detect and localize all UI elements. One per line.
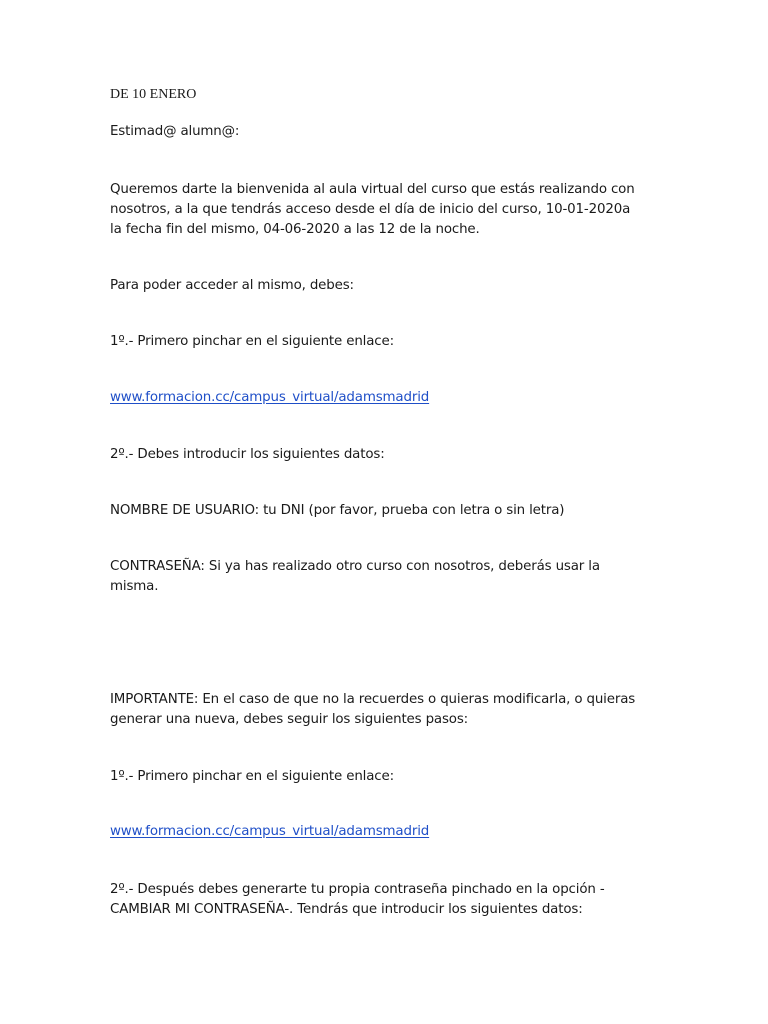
date-line: DE 10 ENERO (110, 87, 197, 102)
access-intro: Para poder acceder al mismo, debes: (110, 278, 354, 293)
password-instruction: CONTRASEÑA: Si ya has realizado otro curso con nosotros, deberás usar la misma. (110, 559, 600, 594)
welcome-paragraph: Queremos darte la bienvenida al aula virtual del curso que estás realizando con nosotros, a la que tendrás acceso desde el día de inicio del curso, 10-01-2020a la fecha fin del mismo, 04-06-2020 a las 12 de la noche. (110, 182, 635, 237)
username-instruction: NOMBRE DE USUARIO: tu DNI (por favor, prueba con letra o sin letra) (110, 503, 565, 518)
step-1: 1º.- Primero pinchar en el siguiente enlace: (110, 334, 394, 349)
campus-link[interactable]: www.formacion.cc/campus_virtual/adamsmadrid (110, 390, 430, 405)
important-note: IMPORTANTE: En el caso de que no la recuerdes o quieras modificarla, o quieras generar una nueva, debes seguir los siguientes pasos: (110, 692, 636, 727)
step-2: 2º.- Debes introducir los siguientes datos: (110, 447, 385, 462)
step-2-change-password: 2º.- Después debes generarte tu propia contraseña pinchado en la opción -CAMBIAR MI CONTRASEÑA-. Tendrás que introducir los siguientes datos: (110, 882, 605, 917)
greeting: Estimad@ alumn@: (110, 124, 240, 139)
campus-link-repeat[interactable]: www.formacion.cc/campus_virtual/adamsmadrid (110, 824, 430, 839)
step-1-repeat: 1º.- Primero pinchar en el siguiente enlace: (110, 769, 394, 784)
